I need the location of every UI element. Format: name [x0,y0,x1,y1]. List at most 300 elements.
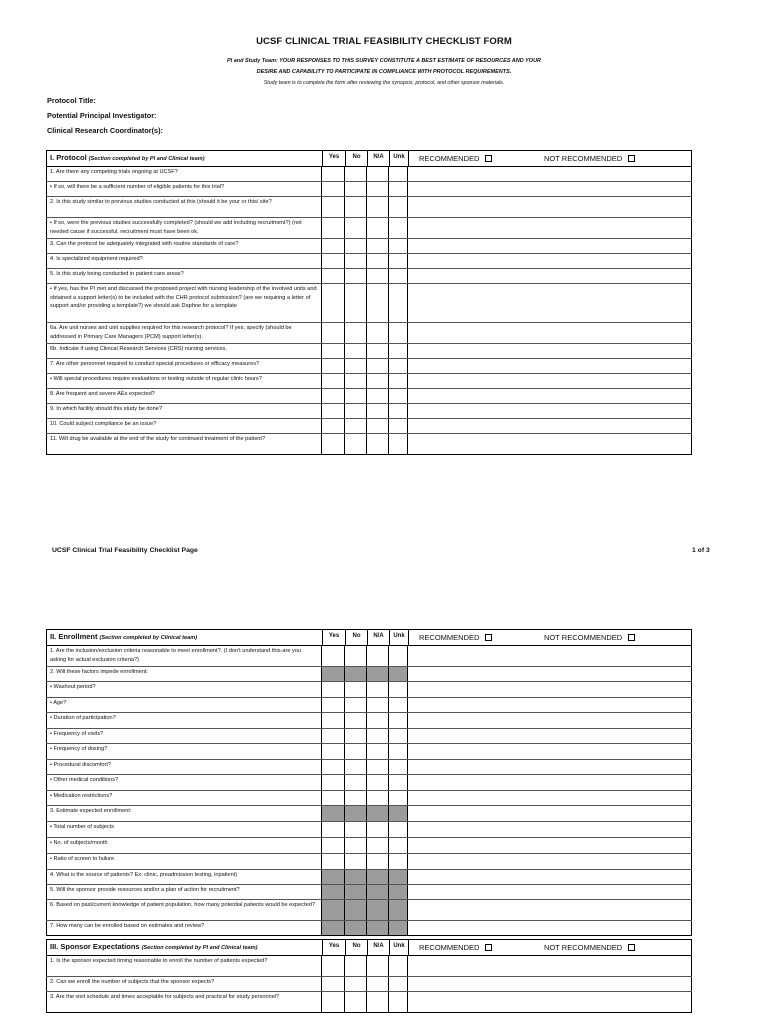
answer-cell-na[interactable] [367,822,389,837]
table-row [46,885,692,900]
table-row [46,419,692,434]
answer-cell-unk[interactable] [389,167,408,181]
answer-cell-na[interactable] [367,374,389,388]
answer-cell-no [345,885,367,899]
footer-page-label: UCSF Clinical Trial Feasibility Checklist Page [52,547,198,554]
column-header-no: No [346,151,368,166]
answer-cell-na[interactable] [367,182,389,196]
comment-cell[interactable] [408,698,692,712]
answer-cell-no [345,870,367,884]
question-text: • Total number of subjects [46,822,322,837]
answer-cell-na[interactable] [367,698,389,712]
answer-cell-unk[interactable] [389,269,408,283]
subtitle-line-3: Study team is to complete the form after reviewing the synopsis, protocol, and other sponsor materials. [263,80,505,86]
answer-cell-na[interactable] [367,269,389,283]
recommended-checkbox[interactable] [485,155,492,162]
column-header-na: N/A [368,151,390,166]
answer-cell-na[interactable] [367,419,389,433]
answer-cell-yes[interactable] [322,269,345,283]
comment-cell[interactable] [408,713,692,728]
subtitle-line-1: PI and Study Team: YOUR RESPONSES TO THIS SURVEY CONSTITUTE A BEST ESTIMATE OF RESOURCES AND YOUR [226,58,542,64]
answer-cell-yes[interactable] [322,698,345,712]
comment-cell[interactable] [408,854,692,869]
answer-cell-yes[interactable] [322,760,345,774]
answer-cell-no[interactable] [345,374,367,388]
answer-cell-no[interactable] [345,323,367,343]
answer-cell-no[interactable] [345,269,367,283]
question-text: 7. How many can be enrolled based on estimates and review? [46,921,322,935]
comment-cell[interactable] [408,359,692,373]
answer-cell-unk[interactable] [389,344,408,358]
answer-cell-yes[interactable] [322,197,345,217]
column-header-na: N/A [368,940,390,955]
question-text: 2. Can we enroll the number of subjects that the sponsor expects? [46,977,322,991]
answer-cell-na[interactable] [367,713,389,728]
recommendation-cell [409,151,692,166]
answer-cell-no[interactable] [345,197,367,217]
question-text: 3. Are the visit schedule and times acceptable for subjects and practical for study personnel? [46,992,322,1012]
answer-cell-unk[interactable] [389,404,408,418]
answer-cell-no[interactable] [345,760,367,774]
answer-cell-na[interactable] [367,389,389,403]
answer-cell-na[interactable] [367,197,389,217]
table-row [46,374,692,389]
answer-cell-yes[interactable] [322,182,345,196]
comment-cell[interactable] [408,344,692,358]
subtitle-line-2: DESIRE AND CAPABILITY TO PARTICIPATE IN COMPLIANCE WITH PROTOCOL REQUIREMENTS. [256,69,512,75]
answer-cell-no[interactable] [345,838,367,853]
answer-cell-yes[interactable] [322,744,345,759]
question-text: 6a. Are unit nurses and unit supplies required for this research protocol? If yes, specify (should be addressed in Primary Care Managers (PCM) support letter(s). [46,323,322,343]
answer-cell-no[interactable] [345,775,367,790]
question-text: • Ratio of screen to failure [46,854,322,869]
section-header [46,940,692,956]
comment-cell[interactable] [408,992,692,1012]
question-text: • If so, were the previous studies successfully completed? (should we add including recruitment?) (not needed cause if successful, recruitment must have been ok. [46,218,322,238]
table-row [46,284,692,323]
answer-cell-yes[interactable] [322,374,345,388]
answer-cell-na[interactable] [367,775,389,790]
recommendation-cell [409,630,692,645]
comment-cell[interactable] [408,646,692,666]
answer-cell-yes[interactable] [322,167,345,181]
answer-cell-na[interactable] [367,729,389,743]
answer-cell-na[interactable] [367,167,389,181]
answer-cell-unk[interactable] [389,218,408,238]
crc-label: Clinical Research Coordinator(s): [47,126,163,135]
comment-cell[interactable] [408,729,692,743]
question-text: 4. What is the source of patients? Ex: clinic, preadmission testing, inpatient) [46,870,322,884]
question-text: • Frequency of visits? [46,729,322,743]
answer-cell-unk[interactable] [389,822,408,837]
table-row [46,806,692,822]
answer-cell-na[interactable] [367,854,389,869]
answer-cell-unk[interactable] [389,956,408,976]
answer-cell-yes[interactable] [322,284,345,322]
question-text: 6. Based on past/current knowledge of patient population, how many potential patients would be expected? [46,900,322,920]
table-row [46,667,692,682]
answer-cell-yes[interactable] [322,434,345,454]
question-text: 6b. Indicate if using Clinical Research Services (CRS) nursing services. [46,344,322,358]
answer-cell-na[interactable] [367,744,389,759]
answer-cell-no[interactable] [345,956,367,976]
answer-cell-no[interactable] [345,404,367,418]
answer-cell-yes[interactable] [322,775,345,790]
section-note: (Section completed by PI and Clinical team) [88,156,205,162]
answer-cell-na[interactable] [367,254,389,268]
answer-cell-unk[interactable] [389,682,408,697]
comment-cell[interactable] [408,760,692,774]
answer-cell-yes[interactable] [322,254,345,268]
answer-cell-yes[interactable] [322,404,345,418]
comment-cell[interactable] [408,667,692,681]
column-header-unk: Unk [390,630,409,645]
comment-cell[interactable] [408,374,692,388]
answer-cell-no[interactable] [345,218,367,238]
answer-cell-na[interactable] [367,760,389,774]
answer-cell-na [367,885,389,899]
answer-cell-unk[interactable] [389,729,408,743]
answer-cell-no[interactable] [345,434,367,454]
answer-cell-no[interactable] [345,682,367,697]
section-note: (Section completed by PI and Clinical team) [141,945,258,951]
question-text: • Washout period? [46,682,322,697]
answer-cell-na[interactable] [367,284,389,322]
answer-cell-yes[interactable] [322,992,345,1012]
not-recommended-option[interactable] [544,940,635,955]
answer-cell-na [367,900,389,920]
table-row [46,646,692,667]
answer-cell-na[interactable] [367,218,389,238]
protocol-title-label: Protocol Title: [47,96,96,105]
answer-cell-unk[interactable] [389,744,408,759]
comment-cell[interactable] [408,284,692,322]
answer-cell-yes [322,667,345,681]
not-recommended-checkbox[interactable] [628,634,635,641]
question-text: • Other medical conditions? [46,775,322,790]
answer-cell-unk[interactable] [389,284,408,322]
answer-cell-yes[interactable] [322,344,345,358]
question-text: 5. Will the sponsor provide resources and/or a plan of action for recruitment? [46,885,322,899]
section-title: III. Sponsor Expectations [50,942,140,951]
answer-cell-unk[interactable] [389,434,408,454]
form-subtitle [0,56,768,78]
answer-cell-yes[interactable] [322,323,345,343]
answer-cell-no[interactable] [345,239,367,253]
section-header [46,151,692,167]
answer-cell-unk[interactable] [389,197,408,217]
table-row [46,197,692,218]
answer-cell-unk[interactable] [389,323,408,343]
answer-cell-no[interactable] [345,646,367,666]
answer-cell-no[interactable] [345,729,367,743]
table-row [46,900,692,921]
comment-cell[interactable] [408,822,692,837]
answer-cell-no[interactable] [345,822,367,837]
question-text: 11. Will drug be available at the end of the study for continued treatment of the patient? [46,434,322,454]
comment-cell[interactable] [408,744,692,759]
not-recommended-option[interactable] [544,630,635,645]
table-row [46,791,692,806]
section-heading [46,151,323,166]
question-text: 1. Are the inclusion/exclusion criteria reasonable to meet enrollment?. (I don't understand this-are you asking for actual exclusion criteria?) [46,646,322,666]
table-row [46,404,692,419]
answer-cell-yes [322,885,345,899]
answer-cell-no[interactable] [345,854,367,869]
answer-cell-no [345,921,367,935]
table-row [46,182,692,197]
answer-cell-na[interactable] [367,344,389,358]
comment-cell[interactable] [408,239,692,253]
question-text: 3. Can the protocol be adequately integrated with routine standards of care? [46,239,322,253]
answer-cell-na[interactable] [367,404,389,418]
question-text: • Age? [46,698,322,712]
table-row [46,434,692,454]
question-text: • Will special procedures require evaluations or testing outside of regular clinic hours? [46,374,322,388]
answer-cell-na [367,870,389,884]
comment-cell[interactable] [408,977,692,991]
answer-cell-yes [322,870,345,884]
answer-cell-unk [389,667,408,681]
answer-cell-yes[interactable] [322,854,345,869]
answer-cell-na [367,806,389,821]
answer-cell-unk[interactable] [389,977,408,991]
table-row [46,854,692,870]
column-header-yes: Yes [323,940,346,955]
footer-page-number: 1 of 3 [692,547,710,554]
comment-cell[interactable] [408,218,692,238]
answer-cell-na[interactable] [367,992,389,1012]
question-text: 2. Is this study similar to previous studies conducted at this (should it be your or this/ site? [46,197,322,217]
comment-cell[interactable] [408,956,692,976]
column-header-yes: Yes [323,630,346,645]
recommendation-cell [409,940,692,955]
answer-cell-yes[interactable] [322,419,345,433]
table-row [46,389,692,404]
question-text: • If so, will there be a sufficient number of eligible patients for this trial? [46,182,322,196]
question-text: 8. Are frequent and severe AEs expected? [46,389,322,403]
recommended-checkbox[interactable] [485,634,492,641]
answer-cell-yes[interactable] [322,359,345,373]
answer-cell-no[interactable] [345,977,367,991]
answer-cell-unk[interactable] [389,374,408,388]
answer-cell-yes[interactable] [322,239,345,253]
answer-cell-no[interactable] [345,254,367,268]
answer-cell-unk [389,806,408,821]
table-row [46,760,692,775]
answer-cell-unk [389,900,408,920]
table-row [46,744,692,760]
answer-cell-yes[interactable] [322,838,345,853]
answer-cell-no[interactable] [345,344,367,358]
answer-cell-yes[interactable] [322,389,345,403]
answer-cell-yes[interactable] [322,713,345,728]
answer-cell-no [345,667,367,681]
recommended-label: RECOMMENDED [419,154,480,163]
answer-cell-no[interactable] [345,359,367,373]
section-heading [46,940,323,955]
comment-cell[interactable] [408,323,692,343]
pi-label: Potential Principal Investigator: [47,111,157,120]
table-row [46,921,692,935]
question-text: 5. Is this study being conducted in patient care areas? [46,269,322,283]
not-recommended-checkbox[interactable] [628,155,635,162]
question-text: • Frequency of dosing? [46,744,322,759]
not-recommended-checkbox[interactable] [628,944,635,951]
answer-cell-no[interactable] [345,284,367,322]
answer-cell-no[interactable] [345,992,367,1012]
answer-cell-unk[interactable] [389,791,408,805]
comment-cell[interactable] [408,389,692,403]
answer-cell-na[interactable] [367,956,389,976]
answer-cell-yes[interactable] [322,729,345,743]
answer-cell-unk[interactable] [389,775,408,790]
question-text: • No. of subjects/month [46,838,322,853]
answer-cell-yes [322,900,345,920]
answer-cell-unk[interactable] [389,713,408,728]
answer-cell-no [345,900,367,920]
answer-cell-no[interactable] [345,182,367,196]
answer-cell-na[interactable] [367,434,389,454]
recommended-label: RECOMMENDED [419,943,480,952]
answer-cell-unk[interactable] [389,698,408,712]
comment-cell[interactable] [408,419,692,433]
answer-cell-yes[interactable] [322,218,345,238]
answer-cell-na[interactable] [367,646,389,666]
column-header-unk: Unk [390,151,409,166]
question-text: 1. Are there any competing trials ongoing at UCSF? [46,167,322,181]
question-text: 10. Could subject compliance be an issue? [46,419,322,433]
comment-cell[interactable] [408,870,692,884]
table-row [46,344,692,359]
answer-cell-unk[interactable] [389,760,408,774]
answer-cell-unk[interactable] [389,254,408,268]
comment-cell[interactable] [408,434,692,454]
comment-cell[interactable] [408,885,692,899]
not-recommended-label: NOT RECOMMENDED [544,943,623,952]
recommended-option[interactable] [419,630,492,645]
answer-cell-yes [322,806,345,821]
answer-cell-yes[interactable] [322,822,345,837]
comment-cell[interactable] [408,167,692,181]
answer-cell-unk[interactable] [389,182,408,196]
table-row [46,713,692,729]
comment-cell[interactable] [408,254,692,268]
table-row [46,838,692,854]
table-row [46,269,692,284]
question-text: 7. Are other personnel required to conduct special procedures or efficacy measures? [46,359,322,373]
table-row [46,992,692,1012]
section-heading [46,630,323,645]
question-text: 9. In which facility should this study be done? [46,404,322,418]
question-text: • If yes, has the PI met and discussed the proposed project with nursing leadership of the involved units and obtained a support letter(s) to be included with the CHR protocol submission? (are we requiring a letter of support and/or providing a template?) we should ask Daphne for a template [46,284,322,322]
answer-cell-unk[interactable] [389,646,408,666]
table-row [46,775,692,791]
section-protocol [46,150,692,455]
answer-cell-no[interactable] [345,698,367,712]
answer-cell-no[interactable] [345,713,367,728]
answer-cell-yes[interactable] [322,956,345,976]
answer-cell-no[interactable] [345,791,367,805]
table-row [46,682,692,698]
question-text: 4. Is specialized equipment required? [46,254,322,268]
answer-cell-yes[interactable] [322,682,345,697]
answer-cell-na[interactable] [367,838,389,853]
section-enrollment [46,629,692,936]
answer-cell-no[interactable] [345,419,367,433]
answer-cell-unk [389,885,408,899]
section-sponsor-expectations [46,939,692,1013]
answer-cell-unk [389,921,408,935]
question-text: 2. Will these factors impede enrollment: [46,667,322,681]
comment-cell[interactable] [408,182,692,196]
answer-cell-yes[interactable] [322,646,345,666]
answer-cell-na[interactable] [367,239,389,253]
comment-cell[interactable] [408,775,692,790]
comment-cell[interactable] [408,900,692,920]
answer-cell-unk[interactable] [389,239,408,253]
answer-cell-unk[interactable] [389,419,408,433]
table-row [46,323,692,344]
answer-cell-unk[interactable] [389,359,408,373]
comment-cell[interactable] [408,838,692,853]
recommended-checkbox[interactable] [485,944,492,951]
comment-cell[interactable] [408,806,692,821]
column-header-no: No [346,630,368,645]
table-row [46,870,692,885]
recommended-option[interactable] [419,151,492,166]
answer-cell-na[interactable] [367,791,389,805]
not-recommended-option[interactable] [544,151,635,166]
answer-cell-yes [322,921,345,935]
comment-cell[interactable] [408,269,692,283]
answer-cell-no[interactable] [345,389,367,403]
table-row [46,359,692,374]
comment-cell[interactable] [408,791,692,805]
section-note: (Section completed by Clinical team) [99,635,198,641]
comment-cell[interactable] [408,921,692,935]
question-text: • Medication restrictions? [46,791,322,805]
answer-cell-na [367,667,389,681]
answer-cell-na[interactable] [367,359,389,373]
answer-cell-unk[interactable] [389,389,408,403]
answer-cell-unk[interactable] [389,854,408,869]
recommended-option[interactable] [419,940,492,955]
table-row [46,218,692,239]
form-title: UCSF CLINICAL TRIAL FEASIBILITY CHECKLIST FORM [256,36,512,47]
not-recommended-label: NOT RECOMMENDED [544,154,623,163]
answer-cell-yes[interactable] [322,791,345,805]
comment-cell[interactable] [408,682,692,697]
answer-cell-unk[interactable] [389,992,408,1012]
column-header-na: N/A [368,630,390,645]
answer-cell-na[interactable] [367,977,389,991]
answer-cell-na[interactable] [367,682,389,697]
table-row [46,822,692,838]
answer-cell-na[interactable] [367,323,389,343]
answer-cell-no[interactable] [345,167,367,181]
section-header [46,630,692,646]
comment-cell[interactable] [408,404,692,418]
answer-cell-unk[interactable] [389,838,408,853]
table-row [46,698,692,713]
answer-cell-na [367,921,389,935]
answer-cell-no[interactable] [345,744,367,759]
comment-cell[interactable] [408,197,692,217]
answer-cell-yes[interactable] [322,977,345,991]
column-header-unk: Unk [390,940,409,955]
answer-cell-unk [389,870,408,884]
